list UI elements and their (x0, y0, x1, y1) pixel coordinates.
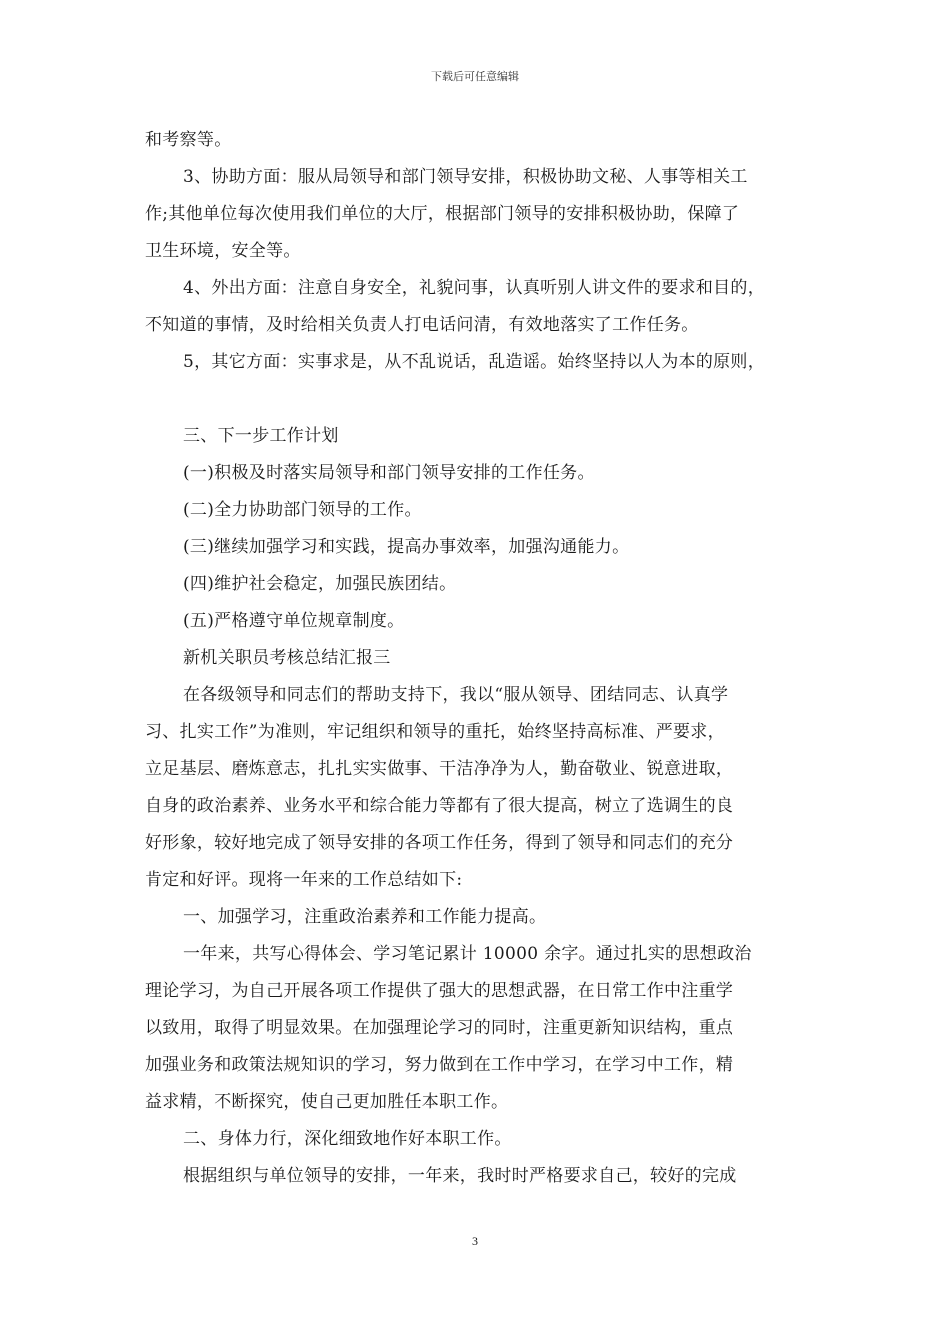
text-line: 以致用，取得了明显效果。在加强理论学习的同时，注重更新知识结构，重点 (145, 1018, 734, 1038)
text-line: (一)积极及时落实局领导和部门领导安排的工作任务。 (183, 463, 595, 483)
text-line: 习、扎实工作”为准则，牢记组织和领导的重托，始终坚持高标准、严要求， (145, 722, 725, 742)
text-line: 作;其他单位每次使用我们单位的大厅，根据部门领导的安排积极协助，保障了 (145, 204, 740, 224)
paragraph-gap (145, 381, 813, 418)
text-line: (五)严格遵守单位规章制度。 (183, 611, 405, 631)
section-heading: 一、加强学习，注重政治素养和工作能力提高。 (183, 907, 547, 927)
text-line: (二)全力协助部门领导的工作。 (183, 500, 422, 520)
document-body (145, 122, 813, 1195)
text-line: 立足基层、磨炼意志，扎扎实实做事、干洁净净为人，勤奋敬业、锐意进取， (145, 759, 734, 779)
page-number: 3 (472, 1234, 478, 1248)
text-line: 4、外出方面：注意自身安全，礼貌问事，认真听别人讲文件的要求和目的， (183, 278, 766, 298)
text-line: 一年来，共写心得体会、学习笔记累计 10000 余字。通过扎实的思想政治 (183, 944, 752, 964)
text-line: 益求精，不断探究，使自己更加胜任本职工作。 (145, 1092, 509, 1112)
text-line: 在各级领导和同志们的帮助支持下，我以“服从领导、团结同志、认真学 (183, 685, 729, 705)
text-line: 卫生环境，安全等。 (145, 241, 301, 261)
page-header: 下载后可任意编辑 (431, 70, 519, 83)
text-line: 肯定和好评。现将一年来的工作总结如下: (145, 870, 463, 890)
text-line: 5，其它方面：实事求是，从不乱说话，乱造谣。始终坚持以人为本的原则， (183, 352, 766, 372)
section-title: 新机关职员考核总结汇报三 (183, 648, 391, 668)
text-line: 不知道的事情，及时给相关负责人打电话问清，有效地落实了工作任务。 (145, 315, 699, 335)
text-line: 3、协助方面：服从局领导和部门领导安排，积极协助文秘、人事等相关工 (183, 167, 748, 187)
text-line: 自身的政治素养、业务水平和综合能力等都有了很大提高，树立了选调生的良 (145, 796, 734, 816)
section-heading: 二、身体力行，深化细致地作好本职工作。 (183, 1129, 512, 1149)
text-line: (三)继续加强学习和实践，提高办事效率，加强沟通能力。 (183, 537, 630, 557)
text-line: 加强业务和政策法规知识的学习，努力做到在工作中学习，在学习中工作，精 (145, 1055, 734, 1075)
text-line: 理论学习，为自己开展各项工作提供了强大的思想武器，在日常工作中注重学 (145, 981, 734, 1001)
text-line: 好形象，较好地完成了领导安排的各项工作任务，得到了领导和同志们的充分 (145, 833, 734, 853)
text-line: (四)维护社会稳定，加强民族团结。 (183, 574, 457, 594)
text-line: 根据组织与单位领导的安排，一年来，我时时严格要求自己，较好的完成 (183, 1166, 737, 1186)
text-line: 和考察等。 (145, 130, 232, 150)
section-heading: 三、下一步工作计划 (183, 426, 339, 446)
